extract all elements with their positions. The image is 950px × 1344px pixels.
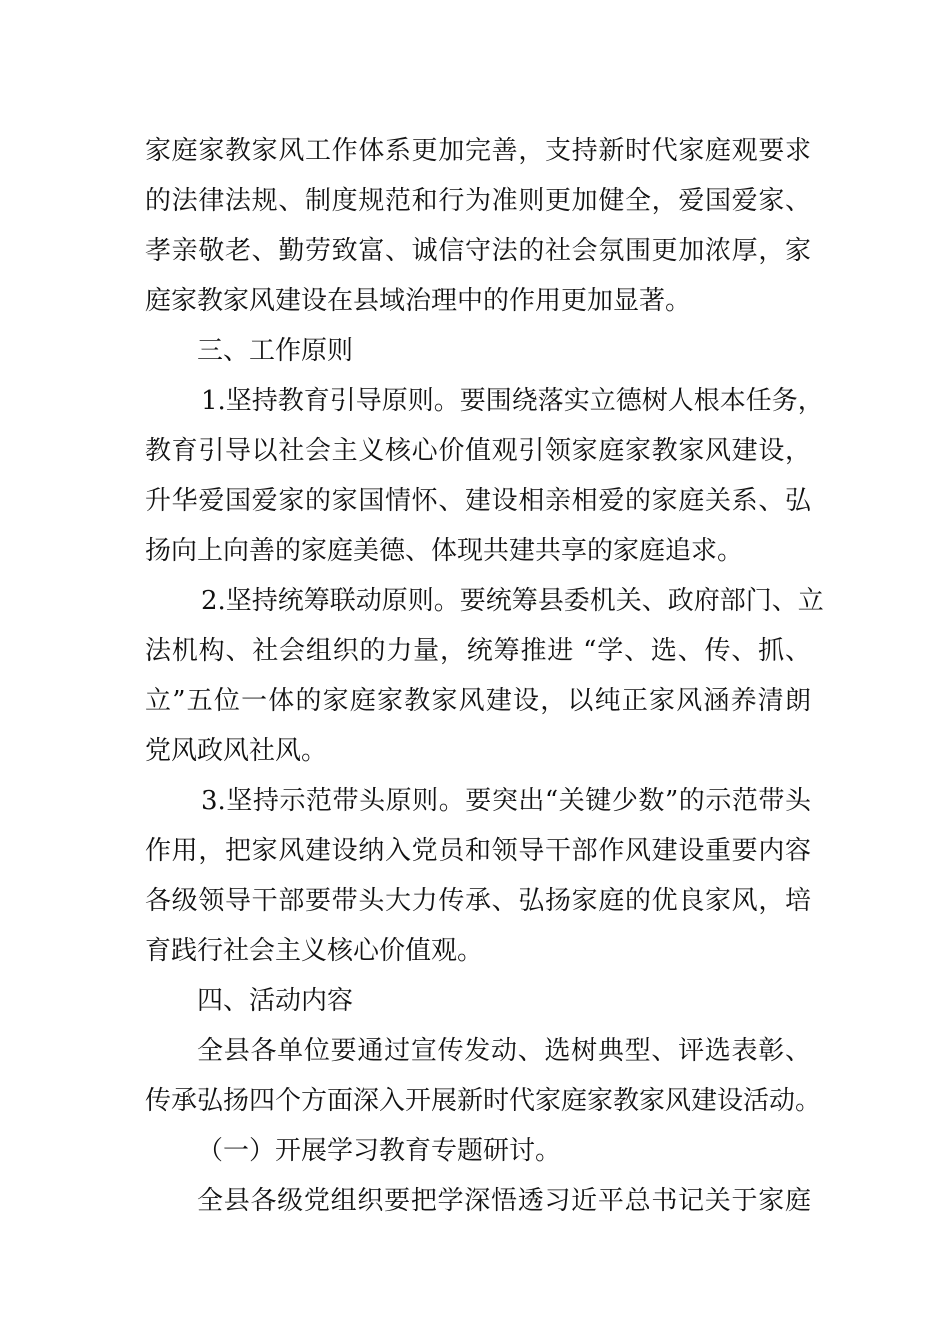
text-line: 党风政风社风。: [145, 736, 328, 766]
text-line: 教育引导以社会主义核心价值观引领家庭家教家风建设，: [145, 436, 811, 466]
text-line: 法机构、社会组织的力量，统筹推进 “学、选、传、抓、: [145, 636, 811, 666]
text-line: 庭家教家风建设在县域治理中的作用更加显著。: [145, 286, 692, 316]
text-line: 传承弘扬四个方面深入开展新时代家庭家教家风建设活动。: [145, 1086, 822, 1116]
text-line: 升华爱国爱家的家国情怀、建设相亲相爱的家庭关系、弘: [145, 486, 811, 516]
text-line: 扬向上向善的家庭美德、体现共建共享的家庭追求。: [145, 536, 744, 566]
text-line: 的法律法规、制度规范和行为准则更加健全，爱国爱家、: [145, 186, 811, 216]
text-line: 2.坚持统筹联动原则。要统筹县委机关、政府部门、立: [201, 586, 824, 616]
text-line: 全县各级党组织要把学深悟透习近平总书记关于家庭: [197, 1186, 811, 1216]
text-line: 立”五位一体的家庭家教家风建设，以纯正家风涵养清朗: [145, 686, 811, 716]
text-line: 育践行社会主义核心价值观。: [145, 936, 484, 966]
text-line: 各级领导干部要带头大力传承、弘扬家庭的优良家风，培: [145, 886, 811, 916]
text-line: 作用，把家风建设纳入党员和领导干部作风建设重要内容: [145, 836, 811, 866]
text-line: 全县各单位要通过宣传发动、选树典型、评选表彰、: [197, 1036, 811, 1066]
text-line: 孝亲敬老、勤劳致富、诚信守法的社会氛围更加浓厚，家: [145, 236, 811, 266]
section-heading: 三、工作原则: [197, 336, 354, 366]
section-heading: 四、活动内容: [197, 986, 354, 1016]
text-line: 3.坚持示范带头原则。要突出“关键少数”的示范带头: [201, 786, 811, 816]
text-line: 1.坚持教育引导原则。要围绕落实立德树人根本任务，: [201, 386, 824, 416]
text-line: 家庭家教家风工作体系更加完善，支持新时代家庭观要求: [145, 136, 811, 166]
document-body: [145, 126, 824, 1226]
subsection-heading: （一）开展学习教育专题研讨。: [197, 1136, 562, 1166]
